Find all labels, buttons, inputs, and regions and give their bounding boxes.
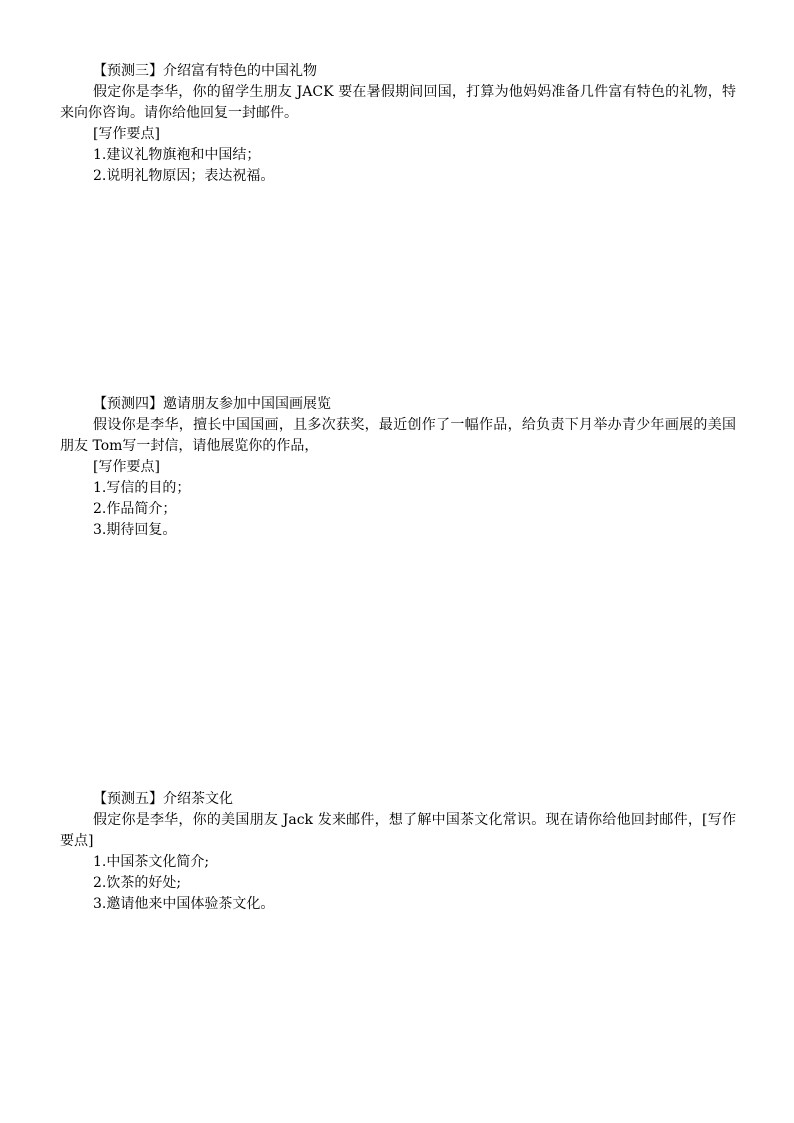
section-prompt: 假设你是李华，擅长中国国画，且多次获奖，最近创作了一幅作品，给负责下月举办青少年画展的美国朋友 Tom写一封信，请他展览你的作品，	[60, 417, 736, 454]
writing-point: 1.中国茶文化简介;	[93, 854, 210, 870]
writing-point: 1.建议礼物旗袍和中国结；	[93, 147, 261, 163]
writing-points-label: [写作要点]	[93, 459, 160, 475]
section-prompt: 假定你是李华，你的美国朋友 Jack 发来邮件，想了解中国茶文化常识。现在请你给他回封邮件，[写作要点]	[60, 812, 736, 849]
section-prediction-3	[60, 61, 736, 187]
section-prediction-5	[60, 789, 736, 915]
section-title: 【预测三】介绍富有特色的中国礼物	[93, 63, 317, 79]
section-prompt: 假定你是李华，你的留学生朋友 JACK 要在暑假期间回国，打算为他妈妈准备几件富有特色的礼物，特来向你咨询。请你给他回复一封邮件。	[60, 84, 736, 121]
section-title: 【预测四】邀请朋友参加中国国画展览	[93, 396, 331, 412]
section-prediction-4	[60, 394, 736, 541]
section-title: 【预测五】介绍茶文化	[93, 791, 233, 807]
writing-points-label: [写作要点]	[93, 126, 160, 142]
writing-point: 2.说明礼物原因；表达祝福。	[93, 168, 275, 184]
writing-point: 2.作品简介；	[93, 501, 177, 517]
writing-point: 3.邀请他来中国体验茶文化。	[93, 896, 275, 912]
writing-point: 2.饮茶的好处;	[93, 875, 182, 891]
writing-point: 1.写信的目的；	[93, 480, 191, 496]
writing-point: 3.期待回复。	[93, 522, 177, 538]
